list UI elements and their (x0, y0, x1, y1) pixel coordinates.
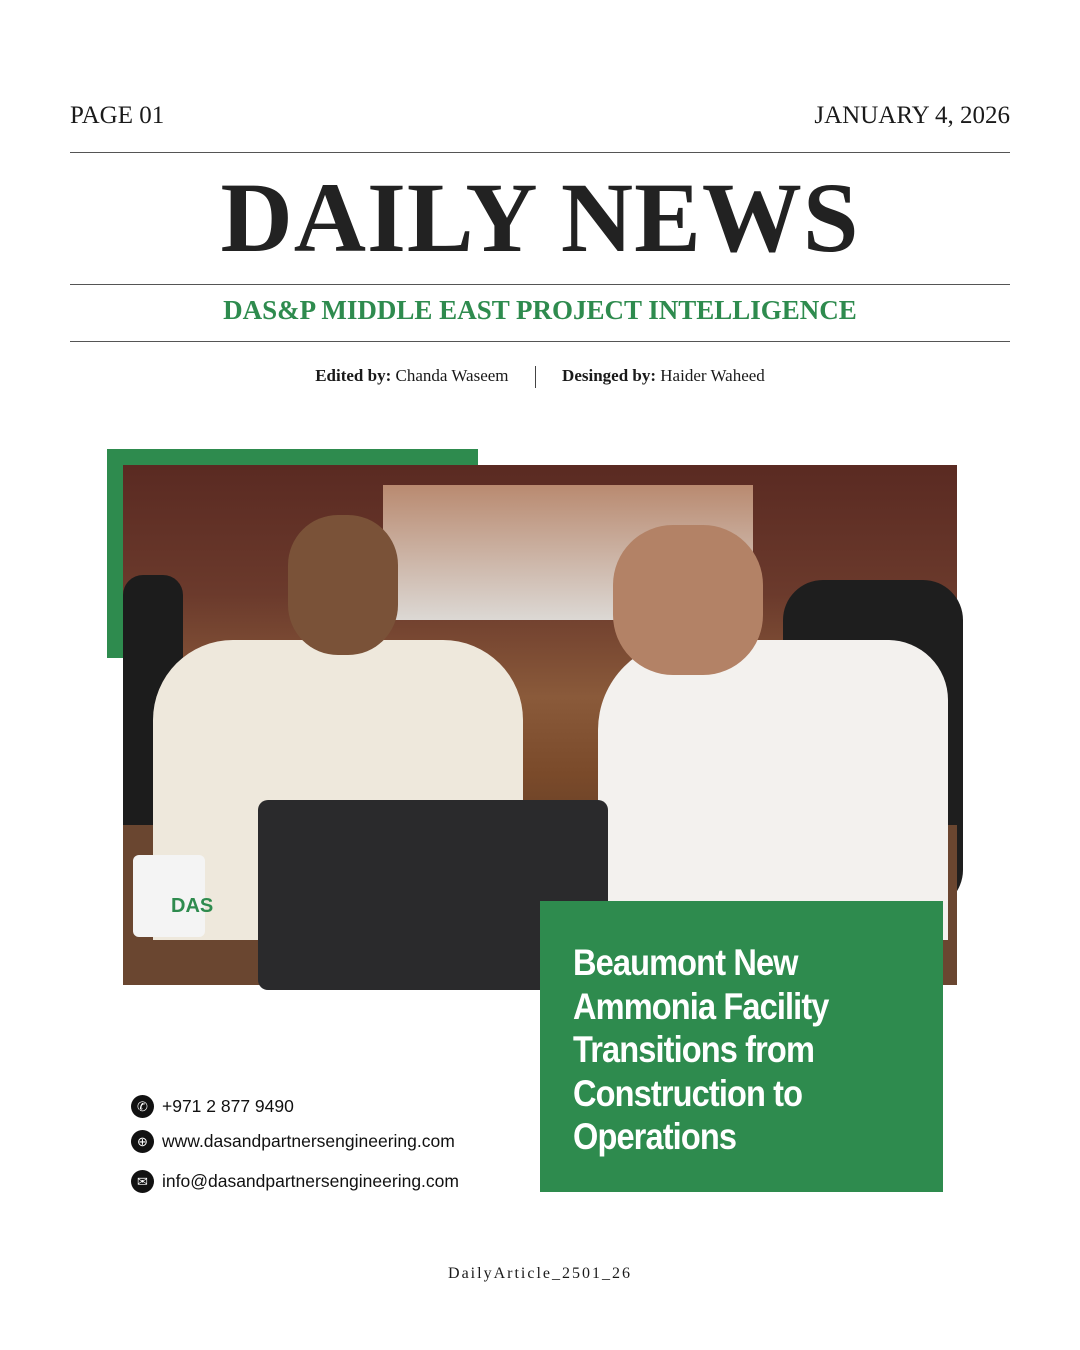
mail-icon: ✉ (131, 1170, 154, 1193)
divider (70, 284, 1010, 285)
headline-box (540, 901, 943, 1192)
designer-name: Haider Waheed (660, 366, 765, 385)
editor-name: Chanda Waseem (395, 366, 509, 385)
person-right (598, 640, 948, 940)
divider (70, 152, 1010, 153)
edited-label: Edited by: (315, 366, 392, 385)
divider (70, 341, 1010, 342)
credits (0, 366, 1080, 388)
website-link[interactable]: www.dasandpartnersengineering.com (162, 1131, 455, 1151)
article-headline: Beaumont New Ammonia Facility Transitions from Construction to Operations (573, 942, 829, 1157)
contact-email[interactable] (131, 1170, 459, 1193)
contact-website[interactable] (131, 1130, 455, 1153)
masthead-title: DAILY NEWS (220, 162, 860, 273)
masthead-subtitle: DAS&P MIDDLE EAST PROJECT INTELLIGENCE (223, 295, 857, 325)
person-right-head (613, 525, 763, 675)
phone-number: +971 2 877 9490 (162, 1096, 294, 1116)
page-number: PAGE 01 (70, 102, 165, 129)
mug: DAS (133, 855, 205, 937)
article-id: DailyArticle_2501_26 (448, 1265, 632, 1282)
email-link[interactable]: info@dasandpartnersengineering.com (162, 1171, 459, 1191)
phone-icon: ✆ (131, 1095, 154, 1118)
contact-phone (131, 1095, 294, 1118)
issue-date: JANUARY 4, 2026 (814, 102, 1010, 129)
designed-label: Desinged by: (562, 366, 657, 385)
globe-icon: ⊕ (131, 1130, 154, 1153)
credits-separator (535, 366, 536, 388)
person-left-head (288, 515, 398, 655)
